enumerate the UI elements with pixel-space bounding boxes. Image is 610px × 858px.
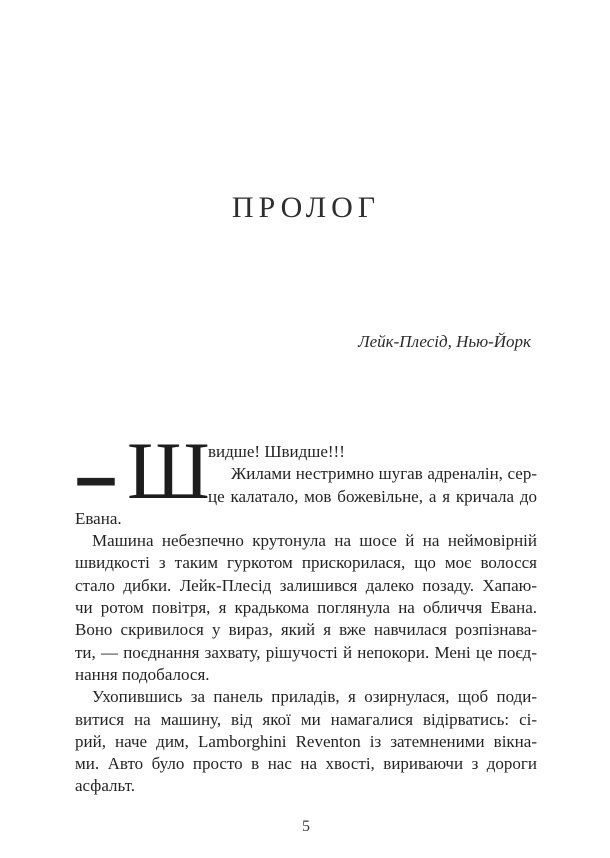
text-line: видше! Швидше!!! bbox=[208, 442, 345, 461]
paragraph bbox=[75, 530, 537, 686]
text-line: швидкості з таким гуркотом прискорилася, що моє волосся bbox=[75, 553, 537, 573]
text-line: чи ротом повітря, я крадькома поглянула на обличчя Евана. bbox=[75, 598, 537, 618]
text-line: ми. Авто було просто в нас на хвості, вириваючи з дороги bbox=[75, 754, 537, 774]
text-line: стало дибки. Лейк-Плесід залишився далеко позаду. Хапаю- bbox=[75, 575, 537, 595]
text-line: витися на машину, від якої ми намагалися відірватись: сі- bbox=[75, 709, 537, 729]
text-line: це калатало, мов божевільне, а я кричала до bbox=[208, 486, 537, 506]
paragraph bbox=[75, 686, 537, 797]
dateline: Лейк-Плесід, Нью-Йорк bbox=[358, 332, 531, 351]
page-number: 5 bbox=[302, 818, 310, 835]
text-line: нання подобалося. bbox=[75, 664, 210, 684]
body-text bbox=[75, 425, 537, 798]
text-line: Жилами нестримно шугав адреналін, сер- bbox=[231, 464, 537, 484]
text-line: асфальт. bbox=[75, 776, 135, 796]
text-line: ти, — поєднання захвату, рішучості й непокори. Мені це поєд- bbox=[75, 642, 537, 662]
text-line: Ухопившись за панель приладів, я озирнулася, щоб поди- bbox=[92, 687, 537, 707]
text-line: Воно скривилося у вираз, який я вже навчилася розпізнава- bbox=[75, 620, 537, 640]
text-line: рий, наче дим, Lamborghini Reventon із затемненими вікна- bbox=[75, 731, 537, 751]
text-line: Евана. bbox=[75, 508, 122, 528]
chapter-title: ПРОЛОГ bbox=[231, 191, 381, 224]
text-line: Машина небезпечно крутонула на шосе й на неймовірній bbox=[92, 531, 537, 551]
drop-cap-letter: Ш bbox=[127, 425, 210, 516]
dialogue-em-dash: — bbox=[75, 441, 117, 513]
opening-paragraph bbox=[75, 425, 537, 530]
